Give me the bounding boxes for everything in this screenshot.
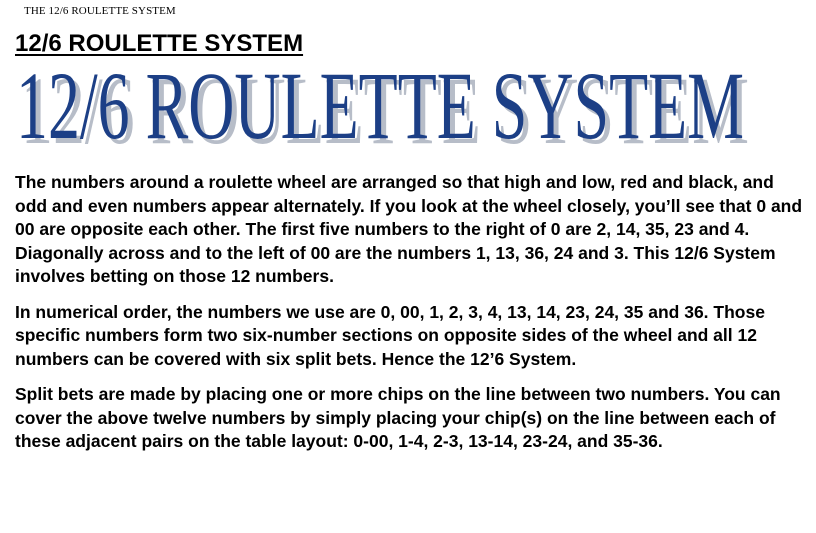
body-text [15, 171, 810, 466]
paragraph: In numerical order, the numbers we use are 0, 00, 1, 2, 3, 4, 13, 14, 23, 24, 35 and 36. Those specific numbers form two six-number sections on opposite sides of the wheel and all 12 numbers can be covered with six split bets. Hence the 12’6 System. [15, 301, 765, 369]
paragraph: Split bets are made by placing one or more chips on the line between two numbers. You can cover the above twelve numbers by simply placing your chip(s) on the line between each of these adjacent pairs on the table layout: 0-00, 1-4, 2-3, 13-14, 23-24, and 35-36. [15, 384, 781, 451]
title-banner [8, 52, 753, 152]
running-header: THE 12/6 ROULETTE SYSTEM [24, 5, 176, 17]
title-banner-shadow-text: 12/6 ROULETTE SYSTEM [21, 57, 750, 152]
page-title: 12/6 ROULETTE SYSTEM [15, 30, 304, 57]
title-banner-text: 12/6 ROULETTE SYSTEM [16, 52, 745, 152]
paragraph: The numbers around a roulette wheel are arranged so that high and low, red and black, and odd and even numbers appear alternately. If you look at the wheel closely, you’ll see that 0 and 00 are opposite each other. The first five numbers to the right of 0 are 2, 14, 35, 23 and 4. Diagonally across and to the left of 00 are the numbers 1, 13, 36, 24 and 3. This 12/6 System involves betting on those 12 numbers. [15, 172, 803, 286]
title-banner-graphic [8, 52, 753, 152]
